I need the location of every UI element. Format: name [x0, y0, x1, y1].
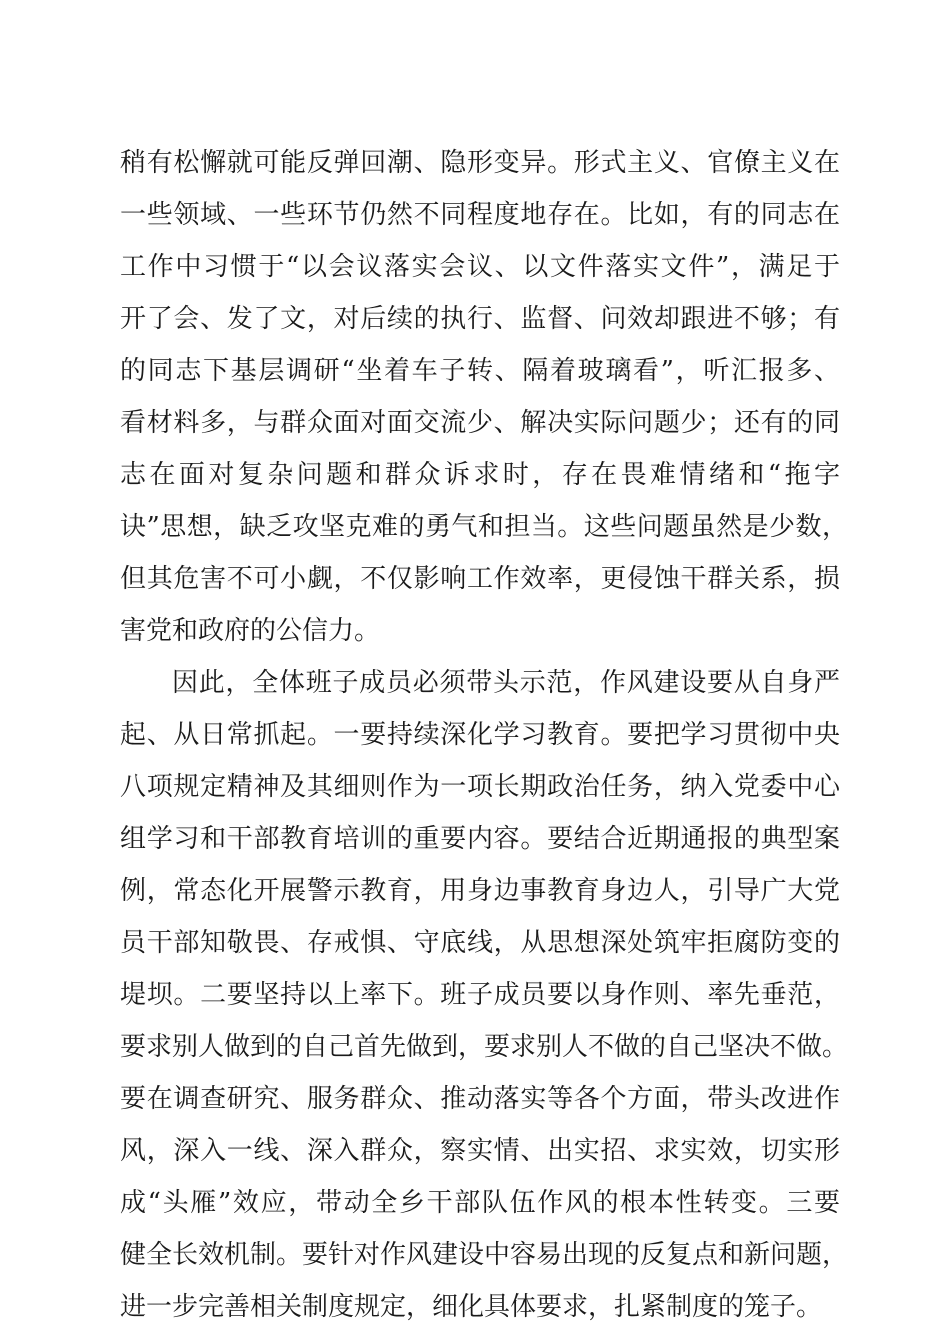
paragraph-line: 一些领域、一些环节仍然不同程度地存在。比如，有的同志在 — [120, 200, 840, 230]
paragraph-line: 工作中习惯于“以会议落实会议、以文件落实文件”，满足于 — [120, 252, 840, 282]
paragraph-line: 看材料多，与群众面对面交流少、解决实际问题少；还有的同 — [120, 408, 840, 438]
paragraph-line: 成“头雁”效应，带动全乡干部队伍作风的根本性转变。三要 — [120, 1188, 840, 1218]
paragraph-line: 因此，全体班子成员必须带头示范，作风建设要从自身严 — [172, 668, 840, 698]
paragraph-line: 志在面对复杂问题和群众诉求时，存在畏难情绪和“拖字 — [120, 460, 840, 490]
paragraph-line: 要在调查研究、服务群众、推动落实等各个方面，带头改进作 — [120, 1084, 840, 1114]
paragraph-line: 风，深入一线、深入群众，察实情、出实招、求实效，切实形 — [120, 1136, 840, 1166]
paragraph-line: 健全长效机制。要针对作风建设中容易出现的反复点和新问题， — [120, 1240, 849, 1270]
paragraph-line: 员干部知敬畏、存戒惧、守底线，从思想深处筑牢拒腐防变的 — [120, 928, 840, 958]
paragraph-line: 但其危害不可小觑，不仅影响工作效率，更侵蚀干群关系，损 — [120, 564, 840, 594]
paragraph-line: 开了会、发了文，对后续的执行、监督、问效却跟进不够；有 — [120, 304, 840, 334]
paragraph-line: 诀”思想，缺乏攻坚克难的勇气和担当。这些问题虽然是少数， — [120, 512, 848, 542]
paragraph-line: 进一步完善相关制度规定，细化具体要求，扎紧制度的笼子。 — [120, 1292, 823, 1322]
paragraph-line: 例，常态化开展警示教育，用身边事教育身边人，引导广大党 — [120, 876, 840, 906]
paragraph-line: 害党和政府的公信力。 — [120, 616, 381, 646]
paragraph-line: 起、从日常抓起。一要持续深化学习教育。要把学习贯彻中央 — [120, 720, 840, 750]
paragraph-line: 八项规定精神及其细则作为一项长期政治任务，纳入党委中心 — [120, 772, 840, 802]
paragraph-line: 的同志下基层调研“坐着车子转、隔着玻璃看”，听汇报多、 — [120, 356, 840, 386]
paragraph-line: 堤坝。二要坚持以上率下。班子成员要以身作则、率先垂范， — [120, 980, 840, 1010]
paragraph-line: 组学习和干部教育培训的重要内容。要结合近期通报的典型案 — [120, 824, 840, 854]
paragraph-line: 稍有松懈就可能反弹回潮、隐形变异。形式主义、官僚主义在 — [120, 148, 840, 178]
paragraph-line: 要求别人做到的自己首先做到，要求别人不做的自己坚决不做。 — [120, 1032, 849, 1062]
